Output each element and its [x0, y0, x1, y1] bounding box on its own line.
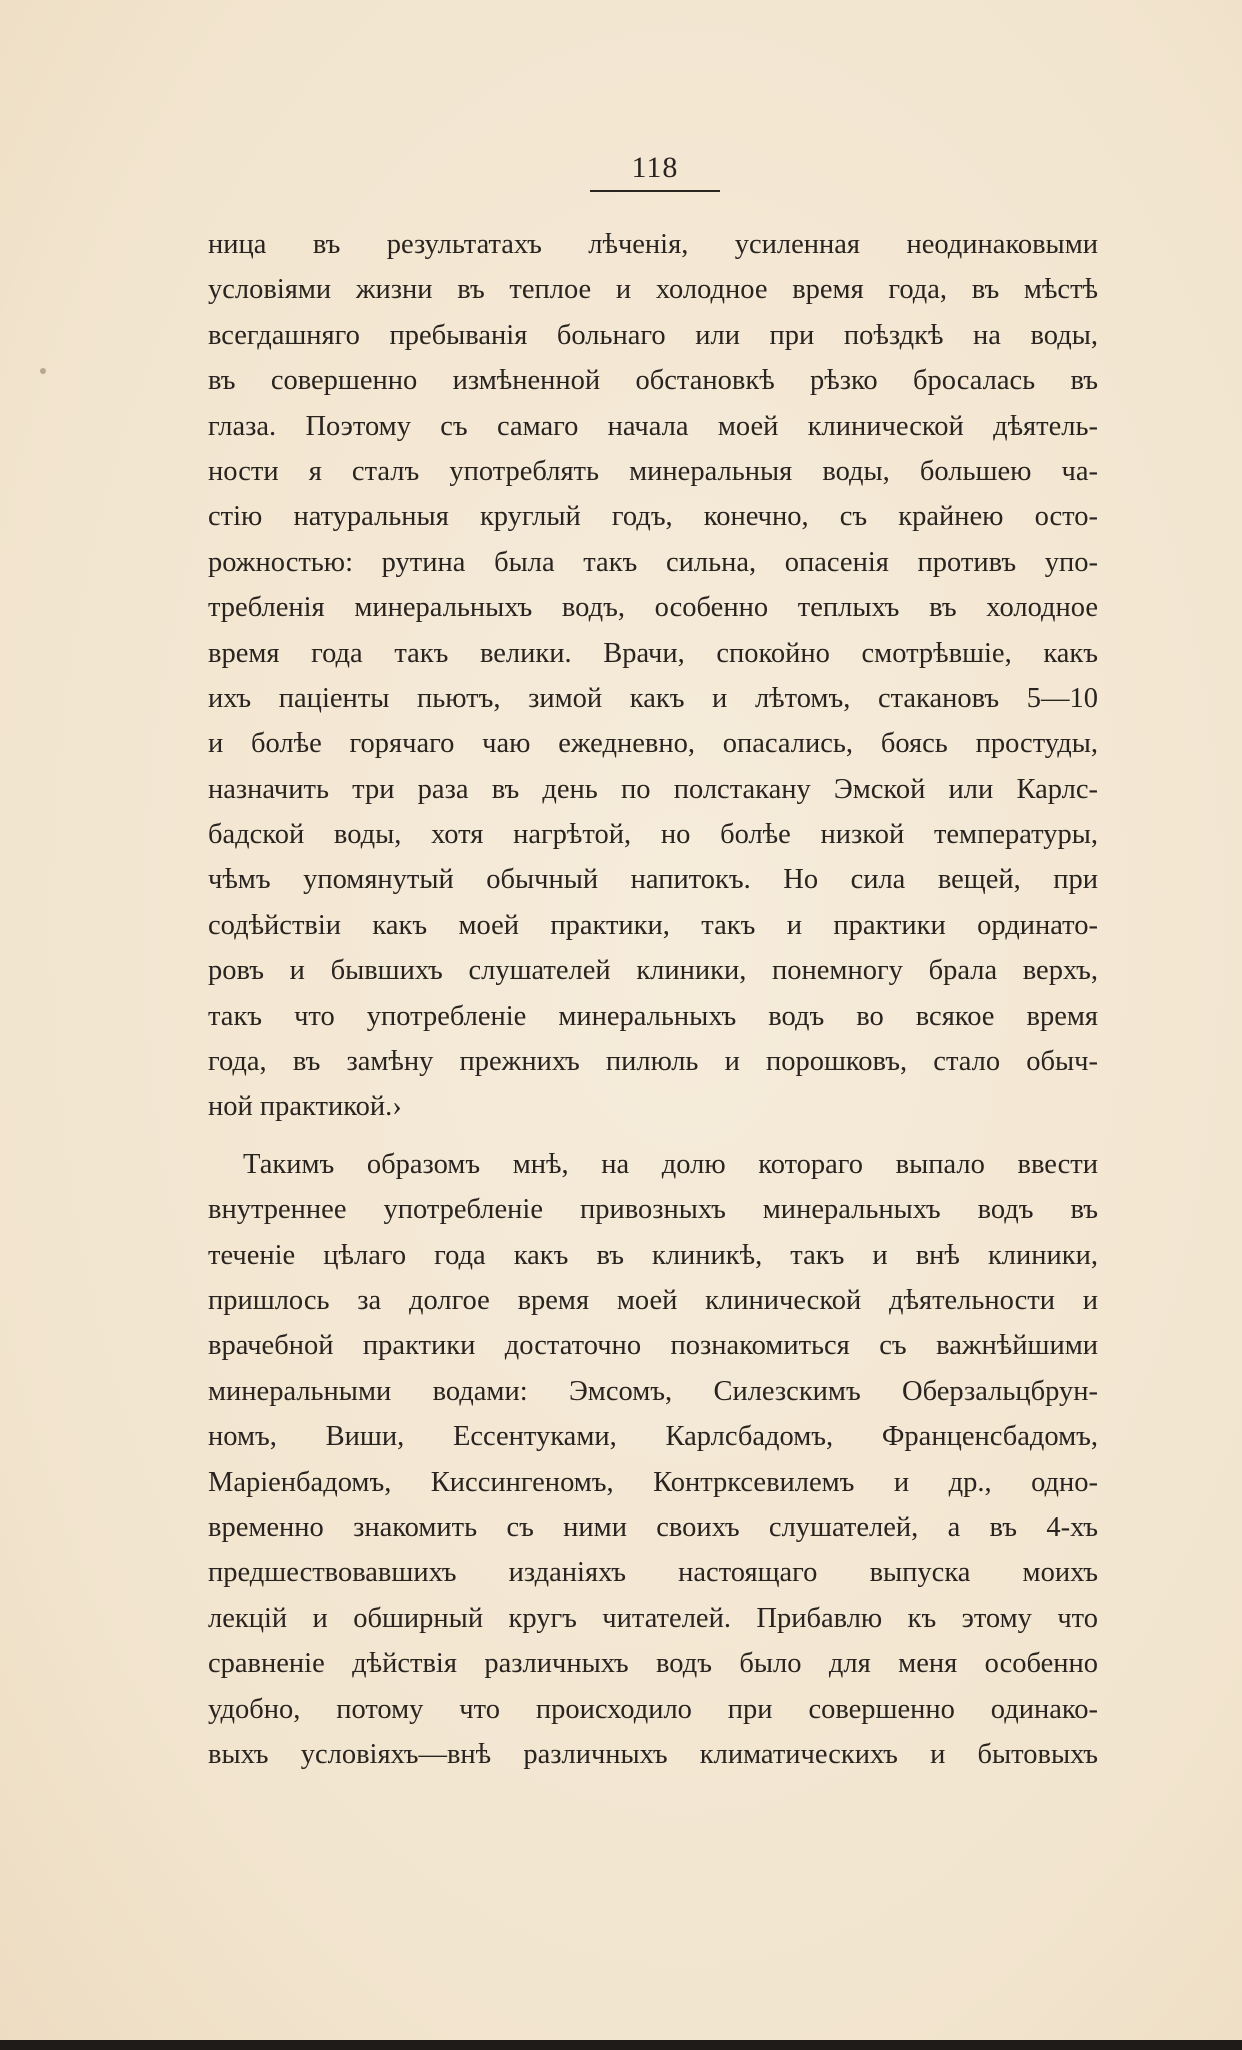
page-number: 118: [631, 151, 679, 184]
text-line: бадской воды, хотя нагрѣтой, но болѣе низкой температуры,: [208, 819, 1098, 851]
body-text: [208, 222, 1098, 1777]
text-line: выхъ условіяхъ—внѣ различныхъ климатическихъ и бытовыхъ: [208, 1738, 1098, 1770]
text-line: пришлось за долгое время моей клинической дѣятельности и: [208, 1284, 1098, 1316]
text-line: время года такъ велики. Врачи, спокойно смотрѣвшіе, какъ: [208, 637, 1098, 669]
text-line: года, въ замѣну прежнихъ пилюль и порошковъ, стало обыч-: [208, 1046, 1098, 1078]
header-rule: [590, 190, 720, 192]
text-line: и болѣе горячаго чаю ежедневно, опасались, боясь простуды,: [208, 728, 1098, 760]
scan-edge: [0, 2040, 1242, 2050]
text-line: удобно, потому что происходило при совершенно одинако-: [208, 1693, 1098, 1725]
text-line: содѣйствіи какъ моей практики, такъ и практики ординато-: [208, 909, 1098, 941]
text-line: требленія минеральныхъ водъ, особенно теплыхъ въ холодное: [208, 592, 1098, 624]
text-line: условіями жизни въ теплое и холодное время года, въ мѣстѣ: [208, 274, 1098, 306]
paper-speck: [40, 368, 46, 374]
text-line: такъ что употребленіе минеральныхъ водъ во всякое время: [208, 1000, 1098, 1032]
text-line: теченіе цѣлаго года какъ въ клиникѣ, такъ и внѣ клиники,: [208, 1239, 1098, 1271]
text-line: въ совершенно измѣненной обстановкѣ рѣзко бросалась въ: [208, 365, 1098, 397]
text-line: предшествовавшихъ изданіяхъ настоящаго выпуска моихъ: [208, 1557, 1098, 1589]
text-line: чѣмъ упомянутый обычный напитокъ. Но сила вещей, при: [208, 864, 1098, 896]
text-line: врачебной практики достаточно познакомиться съ важнѣйшими: [208, 1330, 1098, 1362]
text-line: ности я сталъ употреблять минеральныя воды, большею ча-: [208, 455, 1098, 487]
text-line: стію натуральныя круглый годъ, конечно, съ крайнею осто-: [208, 501, 1098, 533]
text-line: назначить три раза въ день по полстакану Эмской или Карлс-: [208, 773, 1098, 805]
text-line: рожностью: рутина была такъ сильна, опасенія противъ упо-: [208, 546, 1098, 578]
text-line: лекцій и обширный кругъ читателей. Прибавлю къ этому что: [208, 1602, 1098, 1634]
text-line: всегдашняго пребыванія больнаго или при поѣздкѣ на воды,: [208, 319, 1098, 351]
page-header: [590, 150, 720, 186]
paragraph-gap: [208, 1130, 1098, 1142]
text-line: номъ, Виши, Ессентуками, Карлсбадомъ, Франценсбадомъ,: [208, 1421, 1098, 1453]
text-line: ница въ результатахъ лѣченія, усиленная неодинаковыми: [208, 229, 1098, 260]
text-line: Маріенбадомъ, Киссингеномъ, Контрксевилемъ и др., одно-: [208, 1466, 1098, 1498]
text-line: внутреннее употребленіе привозныхъ минеральныхъ водъ въ: [208, 1194, 1098, 1226]
text-line: Такимъ образомъ мнѣ, на долю котораго выпало ввести: [243, 1148, 1098, 1180]
text-line: ровъ и бывшихъ слушателей клиники, понемногу брала верхъ,: [208, 955, 1098, 987]
text-line: ной практикой.›: [208, 1091, 402, 1123]
text-line: сравненіе дѣйствія различныхъ водъ было для меня особенно: [208, 1648, 1098, 1680]
text-line: минеральными водами: Эмсомъ, Силезскимъ Оберзальцбрун-: [208, 1375, 1098, 1407]
text-line: глаза. Поэтому съ самаго начала моей клинической дѣятель-: [208, 410, 1098, 442]
text-line: ихъ паціенты пьютъ, зимой какъ и лѣтомъ, стакановъ 5—10: [208, 682, 1098, 714]
text-line: временно знакомить съ ними своихъ слушателей, а въ 4-хъ: [208, 1511, 1098, 1543]
